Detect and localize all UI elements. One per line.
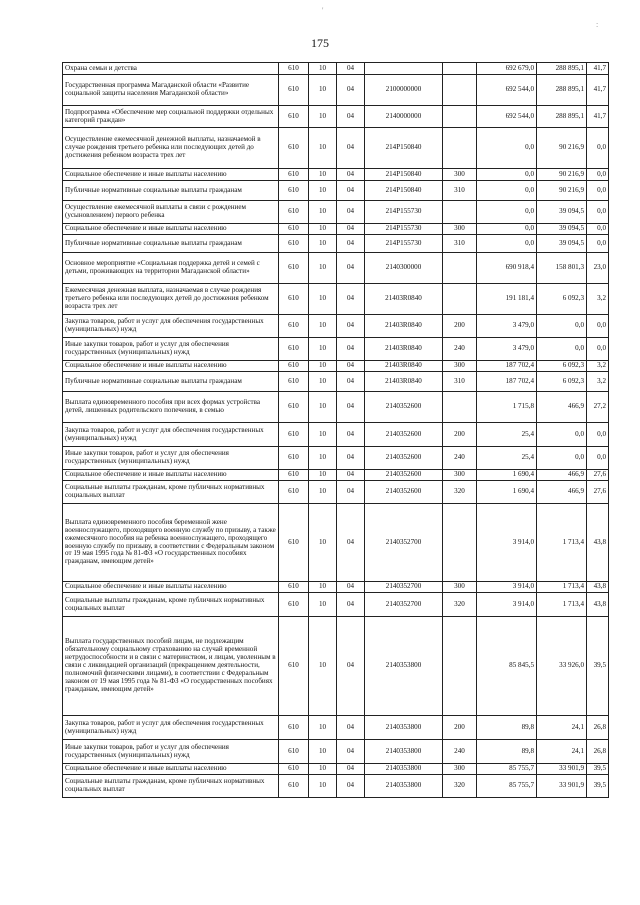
section-code-cell: 10 bbox=[309, 617, 337, 716]
table-row bbox=[63, 63, 609, 75]
subsection-code-cell: 04 bbox=[337, 361, 365, 372]
expense-type-cell bbox=[443, 201, 477, 224]
row-name-cell: Иные закупки товаров, работ и услуг для обеспечения государственных (муниципальных) нужд bbox=[63, 740, 279, 764]
section-code-cell: 10 bbox=[309, 716, 337, 740]
subsection-code-cell: 04 bbox=[337, 181, 365, 201]
section-code-cell: 10 bbox=[309, 775, 337, 798]
expense-type-cell: 320 bbox=[443, 775, 477, 798]
subsection-code-cell: 04 bbox=[337, 775, 365, 798]
subsection-code-cell: 04 bbox=[337, 716, 365, 740]
target-article-cell: 2140352600 bbox=[365, 481, 443, 504]
section-code-cell: 10 bbox=[309, 423, 337, 447]
executed-amount-cell: 1 713,4 bbox=[537, 504, 587, 582]
table-row bbox=[63, 504, 609, 582]
admin-code-cell: 610 bbox=[279, 740, 309, 764]
table-row bbox=[63, 764, 609, 775]
expense-type-cell bbox=[443, 128, 477, 169]
execution-percent-cell: 26,8 bbox=[587, 740, 609, 764]
row-name-cell: Ежемесячная денежная выплата, назначаемая в случае рождения третьего ребенка или последующих детей до достижения ребенком возраста трех лет bbox=[63, 284, 279, 315]
subsection-code-cell: 04 bbox=[337, 315, 365, 338]
table-row bbox=[63, 392, 609, 423]
table-row bbox=[63, 481, 609, 504]
executed-amount-cell: 39 094,5 bbox=[537, 235, 587, 253]
table-row bbox=[63, 361, 609, 372]
target-article-cell: 214P155730 bbox=[365, 201, 443, 224]
target-article-cell: 21403R0840 bbox=[365, 338, 443, 361]
planned-amount-cell: 1 690,4 bbox=[477, 470, 537, 481]
subsection-code-cell: 04 bbox=[337, 201, 365, 224]
admin-code-cell: 610 bbox=[279, 181, 309, 201]
execution-percent-cell: 3,2 bbox=[587, 361, 609, 372]
target-article-cell bbox=[365, 63, 443, 75]
table-row bbox=[63, 284, 609, 315]
expense-type-cell: 240 bbox=[443, 338, 477, 361]
planned-amount-cell: 3 479,0 bbox=[477, 315, 537, 338]
admin-code-cell: 610 bbox=[279, 470, 309, 481]
subsection-code-cell: 04 bbox=[337, 75, 365, 106]
expense-type-cell: 200 bbox=[443, 423, 477, 447]
admin-code-cell: 610 bbox=[279, 504, 309, 582]
section-code-cell: 10 bbox=[309, 63, 337, 75]
row-name-cell: Охрана семьи и детства bbox=[63, 63, 279, 75]
table-row bbox=[63, 169, 609, 181]
expense-type-cell: 200 bbox=[443, 716, 477, 740]
row-name-cell: Социальное обеспечение и иные выплаты населению bbox=[63, 224, 279, 235]
planned-amount-cell: 3 914,0 bbox=[477, 582, 537, 593]
subsection-code-cell: 04 bbox=[337, 253, 365, 284]
expense-type-cell: 300 bbox=[443, 470, 477, 481]
subsection-code-cell: 04 bbox=[337, 372, 365, 392]
section-code-cell: 10 bbox=[309, 470, 337, 481]
expense-type-cell: 320 bbox=[443, 593, 477, 617]
subsection-code-cell: 04 bbox=[337, 470, 365, 481]
execution-percent-cell: 0,0 bbox=[587, 315, 609, 338]
section-code-cell: 10 bbox=[309, 740, 337, 764]
row-name-cell: Публичные нормативные социальные выплаты гражданам bbox=[63, 235, 279, 253]
expense-type-cell bbox=[443, 617, 477, 716]
expense-type-cell bbox=[443, 75, 477, 106]
subsection-code-cell: 04 bbox=[337, 392, 365, 423]
subsection-code-cell: 04 bbox=[337, 764, 365, 775]
expense-type-cell bbox=[443, 106, 477, 128]
execution-percent-cell: 3,2 bbox=[587, 372, 609, 392]
target-article-cell: 21403R0840 bbox=[365, 361, 443, 372]
table-row bbox=[63, 423, 609, 447]
section-code-cell: 10 bbox=[309, 504, 337, 582]
target-article-cell: 2140353800 bbox=[365, 764, 443, 775]
target-article-cell: 2140000000 bbox=[365, 106, 443, 128]
section-code-cell: 10 bbox=[309, 315, 337, 338]
executed-amount-cell: 6 092,3 bbox=[537, 284, 587, 315]
execution-percent-cell: 41,7 bbox=[587, 75, 609, 106]
target-article-cell: 21403R0840 bbox=[365, 315, 443, 338]
row-name-cell: Закупка товаров, работ и услуг для обеспечения государственных (муниципальных) нужд bbox=[63, 315, 279, 338]
execution-percent-cell: 43,8 bbox=[587, 582, 609, 593]
row-name-cell: Социальные выплаты гражданам, кроме публичных нормативных социальных выплат bbox=[63, 593, 279, 617]
executed-amount-cell: 1 713,4 bbox=[537, 582, 587, 593]
planned-amount-cell: 1 690,4 bbox=[477, 481, 537, 504]
executed-amount-cell: 288 895,1 bbox=[537, 106, 587, 128]
row-name-cell: Социальное обеспечение и иные выплаты населению bbox=[63, 470, 279, 481]
execution-percent-cell: 39,5 bbox=[587, 764, 609, 775]
admin-code-cell: 610 bbox=[279, 253, 309, 284]
target-article-cell: 2140300000 bbox=[365, 253, 443, 284]
section-code-cell: 10 bbox=[309, 201, 337, 224]
admin-code-cell: 610 bbox=[279, 447, 309, 470]
executed-amount-cell: 39 094,5 bbox=[537, 201, 587, 224]
executed-amount-cell: 0,0 bbox=[537, 315, 587, 338]
expense-type-cell: 310 bbox=[443, 181, 477, 201]
executed-amount-cell: 466,9 bbox=[537, 481, 587, 504]
target-article-cell: 214P150840 bbox=[365, 169, 443, 181]
target-article-cell: 214P150840 bbox=[365, 128, 443, 169]
row-name-cell: Основное мероприятие «Социальная поддержка детей и семей с детьми, проживающих на территории Магаданской области» bbox=[63, 253, 279, 284]
execution-percent-cell: 43,8 bbox=[587, 593, 609, 617]
admin-code-cell: 610 bbox=[279, 106, 309, 128]
execution-percent-cell: 0,0 bbox=[587, 169, 609, 181]
executed-amount-cell: 466,9 bbox=[537, 470, 587, 481]
page-number: 175 bbox=[311, 36, 329, 50]
section-code-cell: 10 bbox=[309, 181, 337, 201]
executed-amount-cell: 90 216,9 bbox=[537, 128, 587, 169]
executed-amount-cell: 6 092,3 bbox=[537, 361, 587, 372]
subsection-code-cell: 04 bbox=[337, 447, 365, 470]
subsection-code-cell: 04 bbox=[337, 106, 365, 128]
execution-percent-cell: 39,5 bbox=[587, 775, 609, 798]
admin-code-cell: 610 bbox=[279, 617, 309, 716]
execution-percent-cell: 3,2 bbox=[587, 284, 609, 315]
expense-type-cell bbox=[443, 392, 477, 423]
table-row bbox=[63, 338, 609, 361]
table-row bbox=[63, 253, 609, 284]
planned-amount-cell: 0,0 bbox=[477, 235, 537, 253]
expense-type-cell: 300 bbox=[443, 224, 477, 235]
executed-amount-cell: 0,0 bbox=[537, 423, 587, 447]
target-article-cell: 2140352600 bbox=[365, 447, 443, 470]
section-code-cell: 10 bbox=[309, 764, 337, 775]
target-article-cell: 2100000000 bbox=[365, 75, 443, 106]
admin-code-cell: 610 bbox=[279, 372, 309, 392]
subsection-code-cell: 04 bbox=[337, 63, 365, 75]
executed-amount-cell: 0,0 bbox=[537, 338, 587, 361]
section-code-cell: 10 bbox=[309, 372, 337, 392]
planned-amount-cell: 692 679,0 bbox=[477, 63, 537, 75]
planned-amount-cell: 85 755,7 bbox=[477, 764, 537, 775]
row-name-cell: Закупка товаров, работ и услуг для обеспечения государственных (муниципальных) нужд bbox=[63, 716, 279, 740]
planned-amount-cell: 0,0 bbox=[477, 128, 537, 169]
planned-amount-cell: 89,8 bbox=[477, 740, 537, 764]
row-name-cell: Осуществление ежемесячной денежной выплаты, назначаемой в случае рождения третьего ребенка или последующих детей до достижения ребенком возраста трех лет bbox=[63, 128, 279, 169]
execution-percent-cell: 26,8 bbox=[587, 716, 609, 740]
execution-percent-cell: 0,0 bbox=[587, 423, 609, 447]
subsection-code-cell: 04 bbox=[337, 338, 365, 361]
section-code-cell: 10 bbox=[309, 235, 337, 253]
scan-artifact-mark: : bbox=[596, 20, 599, 29]
table-body bbox=[63, 63, 609, 798]
row-name-cell: Подпрограмма «Обеспечение мер социальной поддержки отдельных категорий граждан» bbox=[63, 106, 279, 128]
target-article-cell: 2140352700 bbox=[365, 582, 443, 593]
executed-amount-cell: 33 901,9 bbox=[537, 764, 587, 775]
expense-type-cell bbox=[443, 253, 477, 284]
target-article-cell: 214P150840 bbox=[365, 181, 443, 201]
table-row bbox=[63, 128, 609, 169]
admin-code-cell: 610 bbox=[279, 392, 309, 423]
target-article-cell: 2140352600 bbox=[365, 470, 443, 481]
execution-percent-cell: 41,7 bbox=[587, 106, 609, 128]
target-article-cell: 2140352700 bbox=[365, 593, 443, 617]
subsection-code-cell: 04 bbox=[337, 423, 365, 447]
planned-amount-cell: 187 702,4 bbox=[477, 361, 537, 372]
execution-percent-cell: 0,0 bbox=[587, 201, 609, 224]
admin-code-cell: 610 bbox=[279, 716, 309, 740]
execution-percent-cell: 0,0 bbox=[587, 224, 609, 235]
table-row bbox=[63, 593, 609, 617]
row-name-cell: Социальное обеспечение и иные выплаты населению bbox=[63, 169, 279, 181]
section-code-cell: 10 bbox=[309, 582, 337, 593]
execution-percent-cell: 23,0 bbox=[587, 253, 609, 284]
admin-code-cell: 610 bbox=[279, 481, 309, 504]
admin-code-cell: 610 bbox=[279, 361, 309, 372]
section-code-cell: 10 bbox=[309, 481, 337, 504]
expense-type-cell: 300 bbox=[443, 764, 477, 775]
executed-amount-cell: 288 895,1 bbox=[537, 63, 587, 75]
subsection-code-cell: 04 bbox=[337, 593, 365, 617]
execution-percent-cell: 41,7 bbox=[587, 63, 609, 75]
execution-percent-cell: 27,6 bbox=[587, 470, 609, 481]
table-row bbox=[63, 470, 609, 481]
planned-amount-cell: 0,0 bbox=[477, 169, 537, 181]
expense-type-cell bbox=[443, 504, 477, 582]
table-row bbox=[63, 447, 609, 470]
admin-code-cell: 610 bbox=[279, 764, 309, 775]
row-name-cell: Социальное обеспечение и иные выплаты населению bbox=[63, 582, 279, 593]
section-code-cell: 10 bbox=[309, 338, 337, 361]
row-name-cell: Иные закупки товаров, работ и услуг для обеспечения государственных (муниципальных) нужд bbox=[63, 447, 279, 470]
admin-code-cell: 610 bbox=[279, 201, 309, 224]
expense-type-cell: 240 bbox=[443, 740, 477, 764]
table-row bbox=[63, 582, 609, 593]
row-name-cell: Социальное обеспечение и иные выплаты населению bbox=[63, 361, 279, 372]
table-row bbox=[63, 181, 609, 201]
admin-code-cell: 610 bbox=[279, 593, 309, 617]
section-code-cell: 10 bbox=[309, 593, 337, 617]
expense-type-cell: 200 bbox=[443, 315, 477, 338]
row-name-cell: Выплата единовременного пособия при всех формах устройства детей, лишенных родительского попечения, в семью bbox=[63, 392, 279, 423]
expense-type-cell: 300 bbox=[443, 361, 477, 372]
target-article-cell: 21403R0840 bbox=[365, 372, 443, 392]
row-name-cell: Социальные выплаты гражданам, кроме публичных нормативных социальных выплат bbox=[63, 481, 279, 504]
row-name-cell: Государственная программа Магаданской области «Развитие социальной защиты населения Магаданской области» bbox=[63, 75, 279, 106]
subsection-code-cell: 04 bbox=[337, 284, 365, 315]
admin-code-cell: 610 bbox=[279, 582, 309, 593]
scan-artifact-mark: ' bbox=[322, 6, 324, 15]
admin-code-cell: 610 bbox=[279, 315, 309, 338]
subsection-code-cell: 04 bbox=[337, 617, 365, 716]
row-name-cell: Социальные выплаты гражданам, кроме публичных нормативных социальных выплат bbox=[63, 775, 279, 798]
admin-code-cell: 610 bbox=[279, 63, 309, 75]
row-name-cell: Закупка товаров, работ и услуг для обеспечения государственных (муниципальных) нужд bbox=[63, 423, 279, 447]
executed-amount-cell: 24,1 bbox=[537, 716, 587, 740]
row-name-cell: Иные закупки товаров, работ и услуг для обеспечения государственных (муниципальных) нужд bbox=[63, 338, 279, 361]
executed-amount-cell: 288 895,1 bbox=[537, 75, 587, 106]
table-row bbox=[63, 201, 609, 224]
executed-amount-cell: 0,0 bbox=[537, 447, 587, 470]
planned-amount-cell: 0,0 bbox=[477, 201, 537, 224]
table-row bbox=[63, 617, 609, 716]
row-name-cell: Выплата единовременного пособия беременной жене военнослужащего, проходящего военную службу по призыву, а также ежемесячного пособия на ребенка военнослужащего, проходящего военную службу по призыву, в соответствии с Федеральным законом от 19 мая 1995 года № 81-ФЗ «О государственных пособиях гражданам, имеющим детей» bbox=[63, 504, 279, 582]
target-article-cell: 2140352700 bbox=[365, 504, 443, 582]
admin-code-cell: 610 bbox=[279, 169, 309, 181]
admin-code-cell: 610 bbox=[279, 423, 309, 447]
row-name-cell: Выплата государственных пособий лицам, не подлежащим обязательному социальному страхованию на случай временной нетрудоспособности и в связи с материнством, и лицам, уволенным в связи с ликвидацией организаций (прекращением деятельности, полномочий физическими лицами), в соответствии с Федеральным законом от 19 мая 1995 года № 81-ФЗ «О государственных пособиях гражданам, имеющим детей» bbox=[63, 617, 279, 716]
admin-code-cell: 610 bbox=[279, 338, 309, 361]
execution-percent-cell: 27,2 bbox=[587, 392, 609, 423]
subsection-code-cell: 04 bbox=[337, 504, 365, 582]
execution-percent-cell: 0,0 bbox=[587, 128, 609, 169]
executed-amount-cell: 33 901,9 bbox=[537, 775, 587, 798]
planned-amount-cell: 191 181,4 bbox=[477, 284, 537, 315]
table-row bbox=[63, 235, 609, 253]
section-code-cell: 10 bbox=[309, 447, 337, 470]
target-article-cell: 214P155730 bbox=[365, 235, 443, 253]
target-article-cell: 2140353800 bbox=[365, 740, 443, 764]
row-name-cell: Публичные нормативные социальные выплаты гражданам bbox=[63, 181, 279, 201]
section-code-cell: 10 bbox=[309, 224, 337, 235]
table-row bbox=[63, 372, 609, 392]
expense-type-cell: 310 bbox=[443, 235, 477, 253]
planned-amount-cell: 0,0 bbox=[477, 181, 537, 201]
execution-percent-cell: 39,5 bbox=[587, 617, 609, 716]
expense-type-cell bbox=[443, 63, 477, 75]
planned-amount-cell: 3 914,0 bbox=[477, 593, 537, 617]
section-code-cell: 10 bbox=[309, 284, 337, 315]
subsection-code-cell: 04 bbox=[337, 169, 365, 181]
section-code-cell: 10 bbox=[309, 253, 337, 284]
table-row bbox=[63, 716, 609, 740]
table-row bbox=[63, 75, 609, 106]
table-row bbox=[63, 106, 609, 128]
executed-amount-cell: 90 216,9 bbox=[537, 181, 587, 201]
section-code-cell: 10 bbox=[309, 392, 337, 423]
expense-type-cell: 310 bbox=[443, 372, 477, 392]
row-name-cell: Публичные нормативные социальные выплаты гражданам bbox=[63, 372, 279, 392]
planned-amount-cell: 85 845,5 bbox=[477, 617, 537, 716]
section-code-cell: 10 bbox=[309, 361, 337, 372]
target-article-cell: 2140353800 bbox=[365, 716, 443, 740]
admin-code-cell: 610 bbox=[279, 128, 309, 169]
planned-amount-cell: 692 544,0 bbox=[477, 106, 537, 128]
planned-amount-cell: 0,0 bbox=[477, 224, 537, 235]
execution-percent-cell: 0,0 bbox=[587, 338, 609, 361]
executed-amount-cell: 158 801,3 bbox=[537, 253, 587, 284]
row-name-cell: Осуществление ежемесячной выплаты в связи с рождением (усыновлением) первого ребенка bbox=[63, 201, 279, 224]
executed-amount-cell: 1 713,4 bbox=[537, 593, 587, 617]
subsection-code-cell: 04 bbox=[337, 128, 365, 169]
executed-amount-cell: 24,1 bbox=[537, 740, 587, 764]
executed-amount-cell: 90 216,9 bbox=[537, 169, 587, 181]
planned-amount-cell: 89,8 bbox=[477, 716, 537, 740]
section-code-cell: 10 bbox=[309, 106, 337, 128]
admin-code-cell: 610 bbox=[279, 235, 309, 253]
target-article-cell: 2140352600 bbox=[365, 423, 443, 447]
section-code-cell: 10 bbox=[309, 128, 337, 169]
planned-amount-cell: 25,4 bbox=[477, 423, 537, 447]
execution-percent-cell: 0,0 bbox=[587, 181, 609, 201]
admin-code-cell: 610 bbox=[279, 284, 309, 315]
planned-amount-cell: 85 755,7 bbox=[477, 775, 537, 798]
row-name-cell: Социальное обеспечение и иные выплаты населению bbox=[63, 764, 279, 775]
admin-code-cell: 610 bbox=[279, 224, 309, 235]
planned-amount-cell: 3 479,0 bbox=[477, 338, 537, 361]
execution-percent-cell: 43,8 bbox=[587, 504, 609, 582]
table-row bbox=[63, 740, 609, 764]
executed-amount-cell: 466,9 bbox=[537, 392, 587, 423]
executed-amount-cell: 39 094,5 bbox=[537, 224, 587, 235]
subsection-code-cell: 04 bbox=[337, 740, 365, 764]
section-code-cell: 10 bbox=[309, 169, 337, 181]
admin-code-cell: 610 bbox=[279, 75, 309, 106]
expense-type-cell: 300 bbox=[443, 169, 477, 181]
target-article-cell: 214P155730 bbox=[365, 224, 443, 235]
target-article-cell: 2140353800 bbox=[365, 617, 443, 716]
admin-code-cell: 610 bbox=[279, 775, 309, 798]
expense-type-cell: 240 bbox=[443, 447, 477, 470]
target-article-cell: 2140353800 bbox=[365, 775, 443, 798]
executed-amount-cell: 33 926,0 bbox=[537, 617, 587, 716]
expense-type-cell: 320 bbox=[443, 481, 477, 504]
planned-amount-cell: 3 914,0 bbox=[477, 504, 537, 582]
expense-type-cell: 300 bbox=[443, 582, 477, 593]
table-row bbox=[63, 315, 609, 338]
target-article-cell: 21403R0840 bbox=[365, 284, 443, 315]
execution-percent-cell: 27,6 bbox=[587, 481, 609, 504]
expense-type-cell bbox=[443, 284, 477, 315]
planned-amount-cell: 692 544,0 bbox=[477, 75, 537, 106]
target-article-cell: 2140352600 bbox=[365, 392, 443, 423]
table-row bbox=[63, 224, 609, 235]
execution-percent-cell: 0,0 bbox=[587, 235, 609, 253]
subsection-code-cell: 04 bbox=[337, 481, 365, 504]
section-code-cell: 10 bbox=[309, 75, 337, 106]
execution-percent-cell: 0,0 bbox=[587, 447, 609, 470]
planned-amount-cell: 25,4 bbox=[477, 447, 537, 470]
planned-amount-cell: 187 702,4 bbox=[477, 372, 537, 392]
table-row bbox=[63, 775, 609, 798]
executed-amount-cell: 6 092,3 bbox=[537, 372, 587, 392]
planned-amount-cell: 1 715,8 bbox=[477, 392, 537, 423]
budget-table bbox=[62, 62, 609, 798]
subsection-code-cell: 04 bbox=[337, 235, 365, 253]
subsection-code-cell: 04 bbox=[337, 582, 365, 593]
subsection-code-cell: 04 bbox=[337, 224, 365, 235]
planned-amount-cell: 690 918,4 bbox=[477, 253, 537, 284]
